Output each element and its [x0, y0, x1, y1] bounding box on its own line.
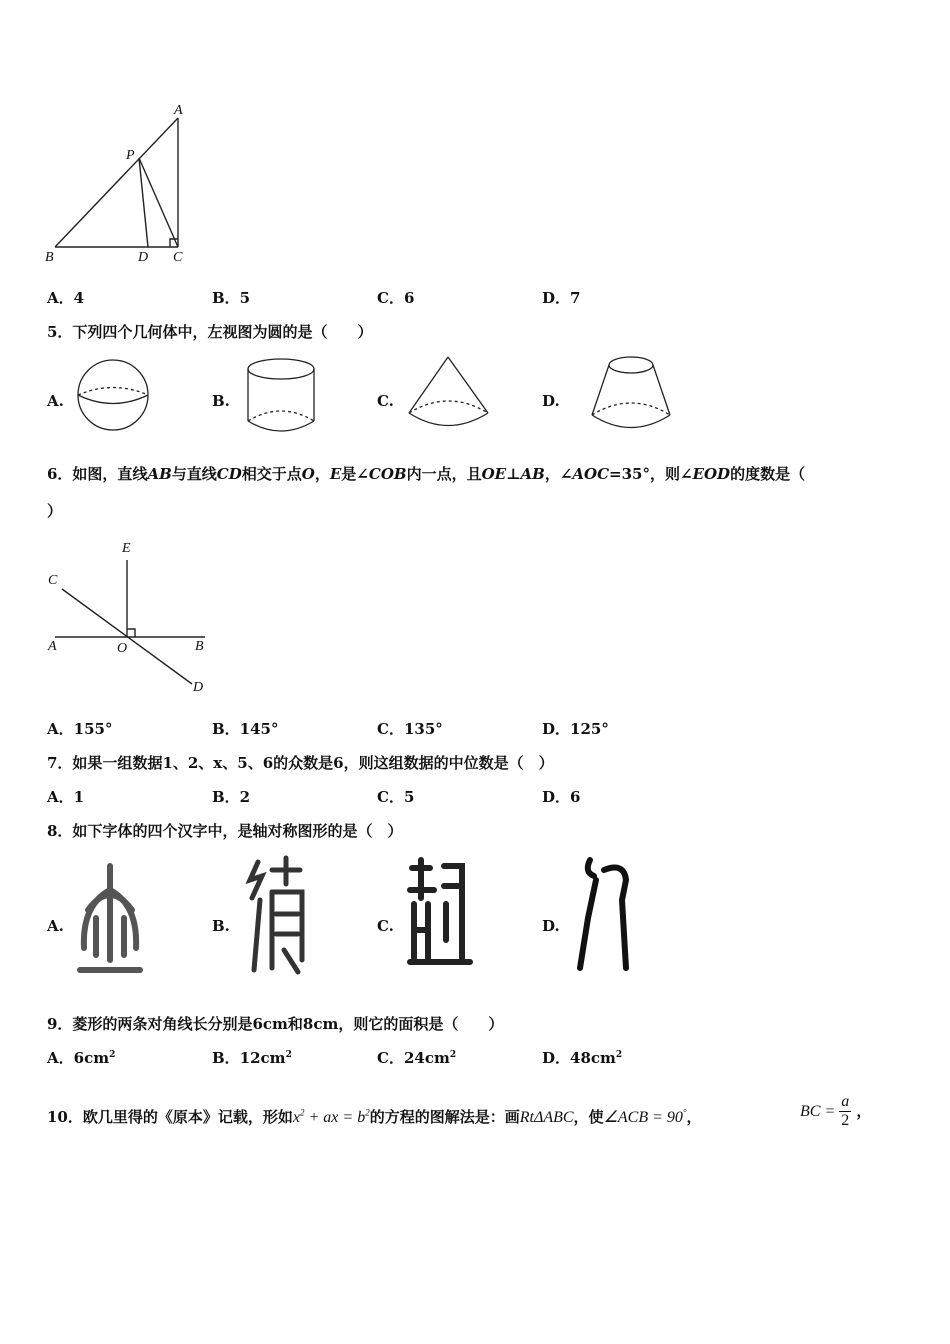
label-b: B	[195, 639, 204, 654]
q7-option-d[interactable]: D．6	[542, 788, 581, 806]
q7-option-a[interactable]: A．1	[47, 788, 85, 806]
q6-stem-line2: ）	[47, 502, 63, 520]
label-c: C	[173, 250, 183, 265]
q10-equation: $x^2$ + ax = $b^2$	[292, 1107, 370, 1126]
label-o: O	[117, 641, 128, 656]
q5-option-b-letter[interactable]: B.	[212, 392, 230, 410]
label-e: E	[122, 541, 131, 556]
q5-option-c-letter[interactable]: C.	[377, 392, 394, 410]
q5-option-d-letter[interactable]: D.	[542, 392, 560, 410]
q4-option-b[interactable]: B．5	[212, 289, 251, 307]
q8-option-c-letter[interactable]: C.	[377, 917, 394, 935]
label-b: B	[45, 250, 54, 265]
q10-triangle: RtΔABC	[519, 1109, 574, 1126]
q6-stem: 6．如图，直线AB与直线CD相交于点O，E是∠COB内一点，且OE⊥AB，∠AOC=35°，则∠EOD的度数是（	[47, 465, 806, 483]
label-c: C	[48, 573, 58, 588]
q9-stem: 9．菱形的两条对角线长分别是6cm和8cm，则它的面积是（ ）	[47, 1015, 504, 1033]
label-d: D	[193, 680, 204, 695]
seal-char-b-icon	[250, 858, 302, 972]
q4-option-a[interactable]: A．4	[47, 289, 85, 307]
q9-option-a[interactable]: A．$6cm^2$	[47, 1049, 116, 1067]
q8-stem: 8．如下字体的四个汉字中，是轴对称图形的是（ ）	[47, 822, 403, 840]
q5-option-a-letter[interactable]: A.	[47, 392, 64, 410]
label-d: D	[138, 250, 149, 265]
q9-option-d[interactable]: D．$48cm^2$	[542, 1049, 623, 1067]
seal-char-d-icon	[580, 860, 626, 968]
label-p: P	[126, 148, 135, 163]
q8-option-a-letter[interactable]: A.	[47, 917, 64, 935]
q5-stem: 5．下列四个几何体中，左视图为圆的是（ ）	[47, 323, 373, 341]
q10-bc-formula: BC = $\frac{a}{2}$ ，	[800, 1093, 872, 1129]
label-a: A	[48, 639, 57, 654]
q6-option-d[interactable]: D．125°	[542, 720, 609, 738]
q7-stem: 7．如果一组数据1、2、x、5、6的众数是6，则这组数据的中位数是（ ）	[47, 754, 554, 772]
seal-char-a-icon	[80, 866, 140, 970]
q9-option-b[interactable]: B．$12cm^2$	[212, 1049, 292, 1067]
q9-option-c[interactable]: C．$24cm^2$	[377, 1049, 457, 1067]
seal-char-c-icon	[410, 860, 470, 962]
q4-option-c[interactable]: C．6	[377, 289, 415, 307]
q7-option-b[interactable]: B．2	[212, 788, 251, 806]
q4-option-d[interactable]: D．7	[542, 289, 581, 307]
q6-option-a[interactable]: A．155°	[47, 720, 113, 738]
q8-option-b-letter[interactable]: B.	[212, 917, 230, 935]
q8-option-d-letter[interactable]: D.	[542, 917, 560, 935]
q10-stem: 10．欧几里得的《原本》记载，形如$x^2$ + ax = $b^2$的方程的图解法是：画RtΔABC，使∠ACB = 90°，	[47, 1107, 702, 1126]
q6-option-c[interactable]: C．135°	[377, 720, 443, 738]
q6-option-b[interactable]: B．145°	[212, 720, 279, 738]
q7-option-c[interactable]: C．5	[377, 788, 415, 806]
q10-angle: ∠ACB = 90°	[603, 1107, 687, 1126]
label-a: A	[174, 103, 183, 118]
